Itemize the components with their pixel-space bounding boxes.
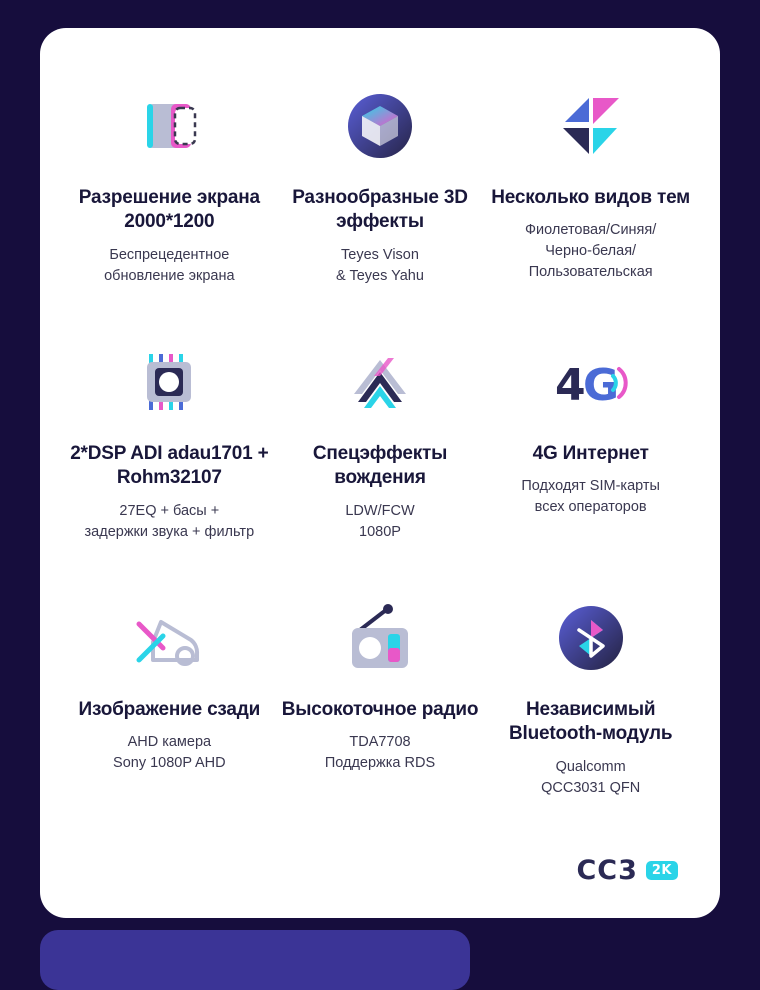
feature-subtitle: TDA7708 Поддержка RDS — [324, 734, 436, 772]
feature-title: Разнообразные 3D эффекты — [292, 187, 468, 233]
dsp-chip-icon — [127, 336, 211, 428]
feature-item — [485, 570, 696, 820]
feature-item — [64, 570, 275, 820]
feature-subtitle: Qualcomm QCC3031 QFN — [541, 758, 641, 796]
feature-item — [64, 58, 275, 308]
4g-internet-icon — [541, 336, 641, 428]
feature-title: Разрешение экрана 2000*1200 — [78, 187, 260, 233]
feature-title: Несколько видов тем — [491, 187, 691, 208]
feature-grid — [64, 58, 696, 820]
rear-camera-icon — [119, 592, 219, 684]
svg-text:G: G — [582, 360, 619, 411]
3d-cube-icon — [340, 80, 420, 172]
logo-text: CC3 — [576, 855, 638, 886]
feature-title: Независимый Bluetooth-модуль — [509, 699, 673, 745]
feature-subtitle: Подходят SIM-карты всех операторов — [521, 478, 660, 516]
feature-subtitle: Teyes Vison & Teyes Yahu — [336, 246, 424, 284]
feature-item — [275, 314, 486, 564]
feature-card — [40, 28, 720, 918]
feature-title: Спецэффекты вождения — [312, 443, 448, 489]
feature-subtitle: 27EQ + басы + задержки звука + фильтр — [84, 502, 255, 540]
feature-item — [485, 314, 696, 564]
feature-item — [275, 570, 486, 820]
driving-effects-icon — [330, 336, 430, 428]
screen-resolution-icon — [129, 80, 209, 172]
feature-item — [64, 314, 275, 564]
feature-title: 4G Интернет — [532, 443, 649, 464]
feature-title: Изображение сзади — [78, 699, 261, 720]
logo-badge-2k: 2K — [646, 861, 678, 880]
feature-subtitle: LDW/FCW 1080P — [345, 502, 415, 540]
background-decoration — [40, 930, 470, 990]
bluetooth-icon — [549, 592, 633, 684]
feature-subtitle: AHD камера Sony 1080P AHD — [113, 734, 226, 772]
feature-title: Высокоточное радио — [281, 699, 479, 720]
feature-item — [275, 58, 486, 308]
feature-subtitle: Фиолетовая/Синяя/ Черно-белая/ Пользовательская — [525, 222, 657, 281]
themes-icon — [549, 80, 633, 172]
feature-subtitle: Беспрецедентное обновление экрана — [104, 246, 235, 284]
svg-text:4: 4 — [554, 360, 586, 411]
feature-title: 2*DSP ADI adau1701 + Rohm32107 — [70, 443, 269, 489]
feature-item — [485, 58, 696, 308]
radio-icon — [330, 592, 430, 684]
product-logo — [576, 855, 678, 886]
